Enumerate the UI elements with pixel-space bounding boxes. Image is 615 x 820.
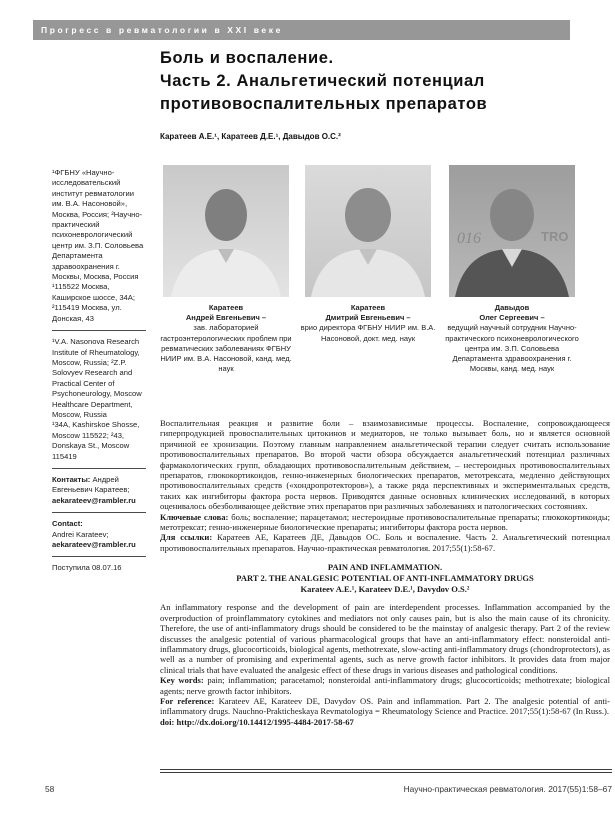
affiliations-sidebar <box>52 168 146 574</box>
author-captions-row <box>160 303 610 415</box>
reference-ru-label: Для ссылки: <box>160 532 213 543</box>
section-banner <box>33 20 570 40</box>
person-silhouette-icon <box>163 165 289 297</box>
authors-line-ru: Каратеев А.Е.¹, Каратеев Д.Е.¹, Давыдов О.С.² <box>160 132 341 141</box>
article-title-en <box>160 562 610 595</box>
keywords-en-text: pain; inflammation; paracetamol; nonsteroidal anti-inflammatory drugs; glucocorticoids; methotrexate; biological agents; nerve growth factor inhibitors. <box>160 675 610 696</box>
section-banner-label: Прогресс в ревматологии в XXI веке <box>41 25 283 35</box>
addresses-en: ¹34A, Kashirskoe Shosse, Moscow 115522; ²43, Donskaya St., Moscow 115419 <box>52 420 140 461</box>
photo-backdrop-text: TRO <box>541 229 569 244</box>
affiliations-ru: ¹ФГБНУ «Научно-исследовательский институт ревматологии им. В.А. Насоновой», Москва, Россия; ²Научно-практический психоневрологический центр им. З.П. Соловьева Департамента здравоохранения г. Москвы, Москва, Россия <box>52 168 144 282</box>
received-date: Поступила 08.07.16 <box>52 563 122 573</box>
portrait-photo-karateev-ae <box>163 165 289 297</box>
article-title-ru <box>160 47 612 116</box>
reference-en-text: Karateev AE, Karateev DE, Davydov OS. Pain and inflammation. Part 2. The analgesic potential of anti-inflammatory drugs. Nauchno-Prakticheskaya Revmatologiya = Rheumatology Science and Practice. 2017;55(1):58-67 (In Russ.). <box>160 695 611 717</box>
affiliations-en: ¹V.A. Nasonova Research Institute of Rheumatology, Moscow, Russia; ²Z.P. Solovyev Research and Practical Center of Psychoneurology, Moscow Healthcare Department, Moscow, Russia <box>52 337 142 419</box>
contact-email-link[interactable]: aekarateev@rambler.ru <box>52 495 136 505</box>
contacts-ru <box>52 475 146 496</box>
authors-line-en: Karateev A.E.¹, Karateev D.E.¹, Davydov O.S.² <box>300 584 470 595</box>
author-surname: Каратеев <box>350 303 386 312</box>
reference-ru-text: Каратеев АЕ, Каратеев ДЕ, Давыдов ОС. Боль и воспаление. Часть 2. Анальгетический потенциал противовоспалительных препаратов. Научно-практическая ревматология. 2017;55(1):58-67. <box>160 532 610 553</box>
title-line-1: Боль и воспаление. <box>160 49 334 67</box>
portrait-photo-davydov-os <box>449 165 575 297</box>
person-silhouette-icon <box>449 165 575 297</box>
author-photos-row <box>160 165 610 297</box>
contact-en-name: Andrei Karateev; <box>52 529 109 539</box>
contact-email-link[interactable]: aekarateev@rambler.ru <box>52 540 136 549</box>
author-given-name: Андрей Евгеньевич – <box>185 313 267 323</box>
reference-en <box>160 696 610 717</box>
keywords-en-label: Key words: <box>160 675 204 686</box>
author-role: врио директора ФГБНУ НИИР им. В.А. Насоновой, докт. мед. наук <box>300 323 436 343</box>
journal-running-title: Научно-практическая ревматология. 2017(55)1:58–67 <box>403 784 612 794</box>
author-caption <box>154 303 298 374</box>
addresses-ru: ¹115522 Москва, Каширское шоссе, 34А; ²115419 Москва, ул. Донская, 43 <box>52 282 135 323</box>
title-line-2: Часть 2. Анальгетический потенциал <box>160 72 485 90</box>
author-given-name: Дмитрий Евгеньевич – <box>325 313 411 323</box>
title-en-line-2: PART 2. THE ANALGESIC POTENTIAL OF ANTI-INFLAMMATORY DRUGS <box>236 573 534 584</box>
reference-en-label: For reference: <box>160 695 215 706</box>
author-role: зав. лабораторией гастроэнтерологических проблем при ревматических заболеваниях ФГБНУ НИИР им. В.А. Насоновой, канд. мед. наук <box>160 323 292 374</box>
author-role: ведущий научный сотрудник Научно-практического психоневрологического центра им. З.П. Соловьева Департамента здравоохранения г. Москвы, канд. мед. наук <box>445 323 579 374</box>
sidebar-divider <box>52 556 146 557</box>
person-silhouette-icon <box>305 165 431 297</box>
portrait-photo-karateev-de <box>305 165 431 297</box>
sidebar-divider <box>52 330 146 331</box>
author-surname: Давыдов <box>494 303 530 312</box>
keywords-ru <box>160 512 610 533</box>
keywords-en <box>160 675 610 696</box>
contacts-ru-label: Контакты: <box>52 474 91 484</box>
page-number: 58 <box>45 784 55 794</box>
author-caption <box>440 303 584 374</box>
contact-en-label: Contact: <box>52 519 83 529</box>
keywords-ru-label: Ключевые слова: <box>160 511 229 522</box>
main-column <box>160 165 610 727</box>
reference-ru <box>160 532 610 553</box>
abstract-en: An inflammatory response and the development of pain are interdependent processes. Inflammation accompanied by the overproduction of proinflammatory cytokines and mediators not only causes pain, but is also the main cause of its chronicity. Therefore, the use of anti-inflammatory drugs should be considered to be the mainstay of analgesic therapy. Part 2 of the review discusses the analgesic potential of various pharmacological groups that have an anti-inflammatory effect: nonsteroidal anti-inflammatory drugs, glucocorticoids, biological agents, methotrexate, slow-acting anti-inflammatory drugs (chondroprotectors), as well as a number of promising and experimental agents, such as nerve growth factor inhibitors. It provides data from major clinical trials that have evaluated the analgesic effect of these drugs in various diseases and pathological conditions. <box>160 602 610 675</box>
title-line-3: противовоспалительных препаратов <box>160 95 488 113</box>
author-given-name: Олег Сергеевич – <box>479 313 545 323</box>
keywords-ru-text: боль; воспаление; парацетамол; нестероидные противовоспалительные препараты; глюкокортикоиды; метотрексат; генно-инженерные биологические препараты; ингибиторы фактора роста нервов. <box>160 511 610 533</box>
doi-link[interactable]: doi: http://dx.doi.org/10.14412/1995-4484-2017-58-67 <box>160 716 354 727</box>
abstract-ru: Воспалительная реакция и развитие боли – взаимозависимые процессы. Воспаление, сопровождающееся гиперпродукцией провоспалительных цитокинов и медиаторов, не только вызывает боль, но и является основной причиной ее хронизации. Поэтому главным направлением анальгетической терапии следует считать использование противовоспалительных препаратов. Во второй части обзора обсуждается анальгетический потенциал различных фармакологических групп, обладающих противовоспалительным действием, – нестероидных противовоспалительных препаратов, глюкокортикоидов, генно-инженерных биологических препаратов, метотрексата, медленно действующих противовоспалительных средств («хондропротекторов»), а также ряда перспективных и экспериментальных средств, таких как ингибиторы фактора роста нервов. Приводятся данные основных клинических исследований, в которых оценивалось обезболивающее действие этих препаратов при различных заболеваниях и патологических состояниях. <box>160 418 610 512</box>
photo-backdrop-text: 016 <box>457 230 481 247</box>
author-surname: Каратеев <box>208 303 244 312</box>
title-en-line-1: PAIN AND INFLAMMATION. <box>327 562 443 573</box>
sidebar-divider <box>52 468 146 469</box>
sidebar-divider <box>52 512 146 513</box>
author-caption <box>296 303 440 344</box>
contacts-ru-name: Андрей Евгеньевич Каратеев; <box>52 474 130 495</box>
footer-double-rule <box>160 769 612 773</box>
